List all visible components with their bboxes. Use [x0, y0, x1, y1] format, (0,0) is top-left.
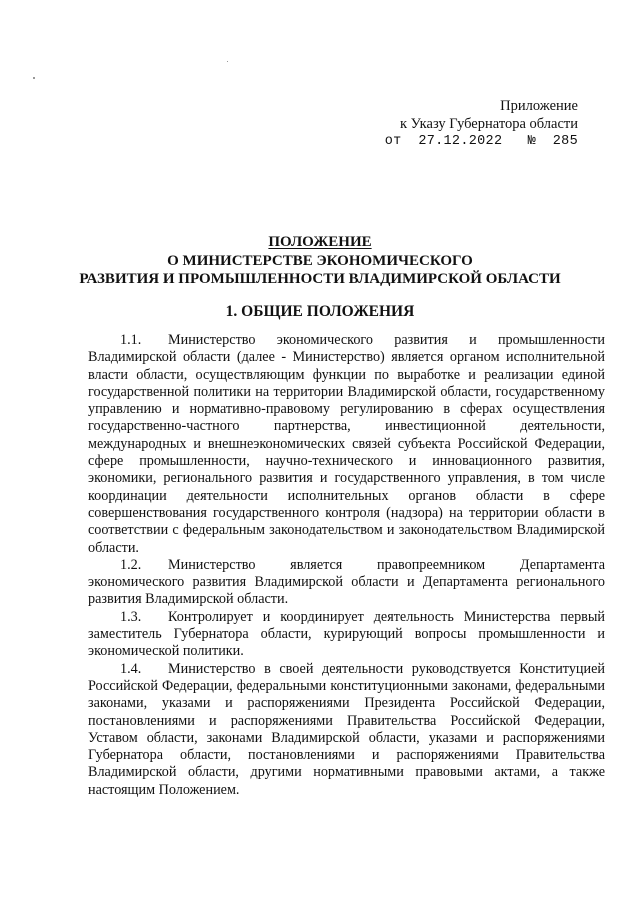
paragraph	[88, 661, 605, 799]
date-prefix: от	[384, 134, 402, 149]
number-sign: №	[527, 134, 536, 149]
appendix-reference: к Указу Губернатора области	[400, 116, 578, 132]
paragraph-number: 1.3.	[120, 608, 142, 625]
title-line-2: О МИНИСТЕРСТВЕ ЭКОНОМИЧЕСКОГО	[167, 252, 473, 269]
appendix-date-number	[385, 133, 578, 151]
paragraph-text: Министерство является правопреемником Департамента экономического развития Владимирской области и Департамента регионального развития Владимирской области.	[88, 556, 605, 608]
title-line-1: ПОЛОЖЕНИЕ	[268, 234, 372, 250]
decree-date: 27.12.2022	[418, 134, 503, 149]
section-body	[88, 332, 605, 799]
paragraph-text: Контролирует и координирует деятельность Министерства первый заместитель Губернатора области, курирующий вопросы промышленности и экономической политики.	[88, 608, 605, 660]
appendix-label: Приложение	[500, 98, 578, 114]
document-title	[0, 233, 640, 289]
scan-speck	[33, 77, 35, 79]
appendix-header	[385, 97, 578, 151]
paragraph-text: Министерство в своей деятельности руководствуется Конституцией Российской Федерации, федеральными конституционными законами, федеральными законами, указами и распоряжениями Президента Российской Федерации, постановлениями и распоряжениями Правительства Российской Федерации, Уставом области, законами Владимирской области, указами и распоряжениями Губернатора области, постановлениями и распоряжениями Правительства Владимирской области, другими нормативными правовыми актами, а также настоящим Положением.	[88, 660, 605, 798]
paragraph-number: 1.1.	[120, 332, 142, 348]
section-title: 1. ОБЩИЕ ПОЛОЖЕНИЯ	[225, 303, 415, 320]
paragraph-number: 1.4.	[120, 660, 142, 677]
paragraph-text: Министерство экономического развития и промышленности Владимирской области (далее - Министерство) является органом исполнительной власти области, осуществляющим функции по выработке и реализации единой государственной политики на территории Владимирской области, государственному управлению и нормативно-правовому регулированию в сферах осуществления государственно-частного партнерства, инвестиционной деятельности, международных и внешнеэкономических связей субъекта Российской Федерации, сфере промышленности, научно-технического и инновационного развития, экономики, регионального развития и государственного управления, в том числе координации деятельности исполнительных органов области в сфере совершенствования государственного контроля (надзора) на территории области в соответствии с федеральным законодательством и законодательством Владимирской области.	[88, 332, 605, 556]
paragraph-number: 1.2.	[120, 556, 142, 573]
decree-number: 285	[552, 134, 578, 149]
paragraph	[88, 609, 605, 661]
paragraph	[88, 332, 605, 557]
paragraph	[88, 557, 605, 609]
scan-speck	[227, 61, 228, 62]
title-line-3: РАЗВИТИЯ И ПРОМЫШЛЕННОСТИ ВЛАДИМИРСКОЙ ОБЛАСТИ	[79, 271, 561, 287]
